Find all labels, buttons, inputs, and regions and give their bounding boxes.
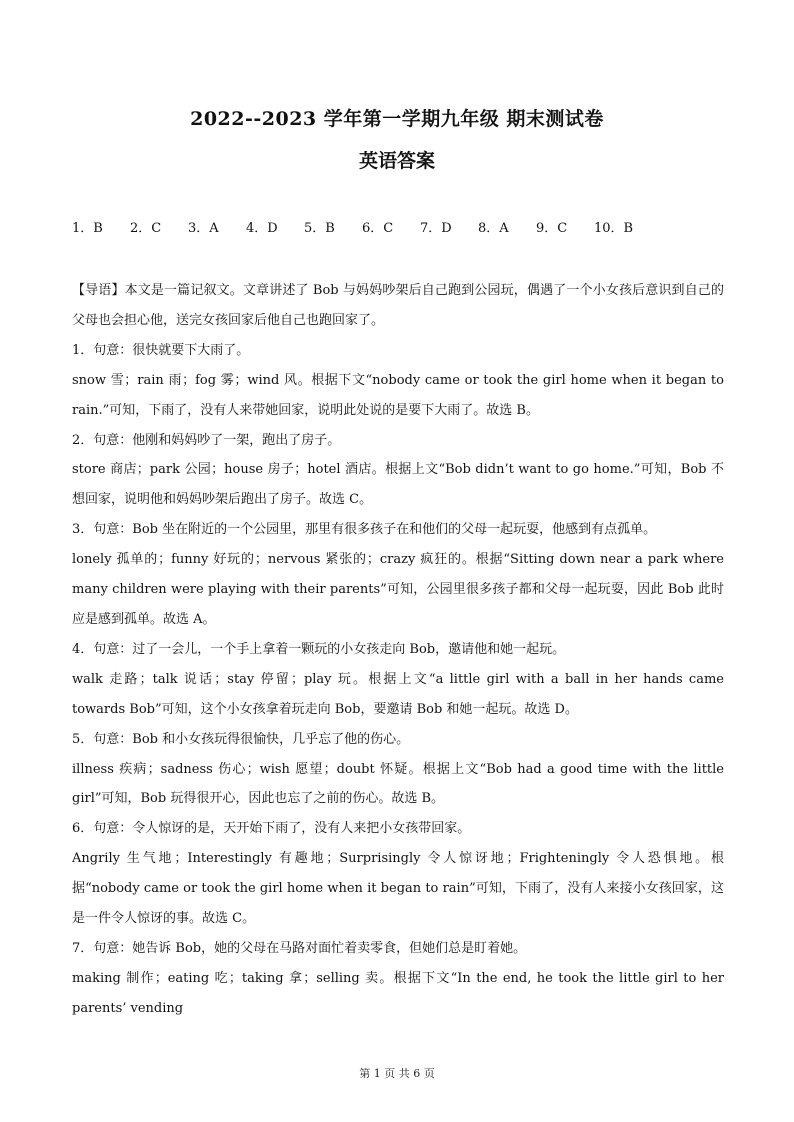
question-explanation: store 商店；park 公园；house 房子；hotel 酒店。根据上文“Bob didn’t want to go home.”可知，Bob 不想回家，说明他和妈妈吵架后跑出了房子。故选 C。 <box>72 462 724 508</box>
answer-item: 3．A <box>188 221 219 236</box>
question-meaning: 3．句意：Bob 坐在附近的一个公园里，那里有很多孩子在和他们的父母一起玩耍，他感到有点孤单。 <box>72 522 657 538</box>
answer-item: 5．B <box>304 221 335 236</box>
answer-item: 9．C <box>536 221 568 236</box>
answer-key-row <box>72 217 732 236</box>
question-meaning: 5．句意：Bob 和小女孩玩得很愉快，几乎忘了他的伤心。 <box>72 731 410 747</box>
question-meaning: 2．句意：他刚和妈妈吵了一架，跑出了房子。 <box>72 432 341 448</box>
answer-item: 4．D <box>246 221 278 236</box>
page-number-footer: 第 1 页 共 6 页 <box>359 1067 435 1080</box>
question-explanation: illness 疾病；sadness 伤心；wish 愿望；doubt 怀疑。根据上文“Bob had a good time with the little girl”可知，Bob 玩得很开心，因此也忘了之前的伤心。故选 B。 <box>72 761 724 807</box>
question-meaning: 6．句意：令人惊讶的是，天开始下雨了，没有人来把小女孩带回家。 <box>72 821 471 837</box>
explanation-body <box>72 276 724 1024</box>
question-explanation: Angrily 生气地；Interestingly 有趣地；Surprisingly 令人惊讶地；Frighteningly 令人恐惧地。根据“nobody came or took the girl home when it began to rain”可知，下雨了，没有人来接小女孩回家，这是一件令人惊讶的事。故选 C。 <box>72 851 724 927</box>
question-meaning: 7．句意：她告诉 Bob，她的父母在马路对面忙着卖零食，但她们总是盯着她。 <box>72 940 527 956</box>
answer-item: 1．B <box>72 221 103 236</box>
answer-item: 2．C <box>130 221 162 236</box>
answer-item: 7．D <box>420 221 452 236</box>
question-explanation: making 制作；eating 吃；taking 拿；selling 卖。根据下文“In the end, he took the little girl to her parents’ vending <box>72 970 724 1016</box>
page-subtitle: 英语答案 <box>358 150 435 172</box>
question-explanation: snow 雪；rain 雨；fog 雾；wind 风。根据下文“nobody came or took the girl home when it began to rain.”可知，下雨了，没有人来带她回家，说明此处说的是要下大雨了。故选 B。 <box>72 372 724 418</box>
question-explanation: walk 走路；talk 说话；stay 停留；play 玩。根据上文“a little girl with a ball in her hands came towards Bob”可知，这个小女孩拿着玩走向 Bob，要邀请 Bob 和她一起玩。故选 D。 <box>72 671 724 717</box>
question-meaning: 1．句意：很快就要下大雨了。 <box>72 342 250 358</box>
answer-item: 6．C <box>362 221 394 236</box>
question-meaning: 4．句意：过了一会儿，一个手上拿着一颗玩的小女孩走向 Bob，邀请他和她一起玩。 <box>72 641 566 657</box>
intro-paragraph: 【导语】本文是一篇记叙文。文章讲述了 Bob 与妈妈吵架后自己跑到公园玩，偶遇了一个小女孩后意识到自己的父母也会担心他，送完女孩回家后他自己也跑回家了。 <box>72 283 724 328</box>
answer-item: 10．B <box>594 221 634 236</box>
answer-item: 8．A <box>478 221 509 236</box>
question-explanation: lonely 孤单的；funny 好玩的；nervous 紧张的；crazy 疯狂的。根据“Sitting down near a park where many children were playing with their parents”可知，公园里很多孩子都和父母一起玩耍，因此 Bob 此时应是感到孤单。故选 A。 <box>72 552 724 627</box>
page-title: 2022--2023 学年第一学期九年级 期末测试卷 <box>190 108 604 130</box>
